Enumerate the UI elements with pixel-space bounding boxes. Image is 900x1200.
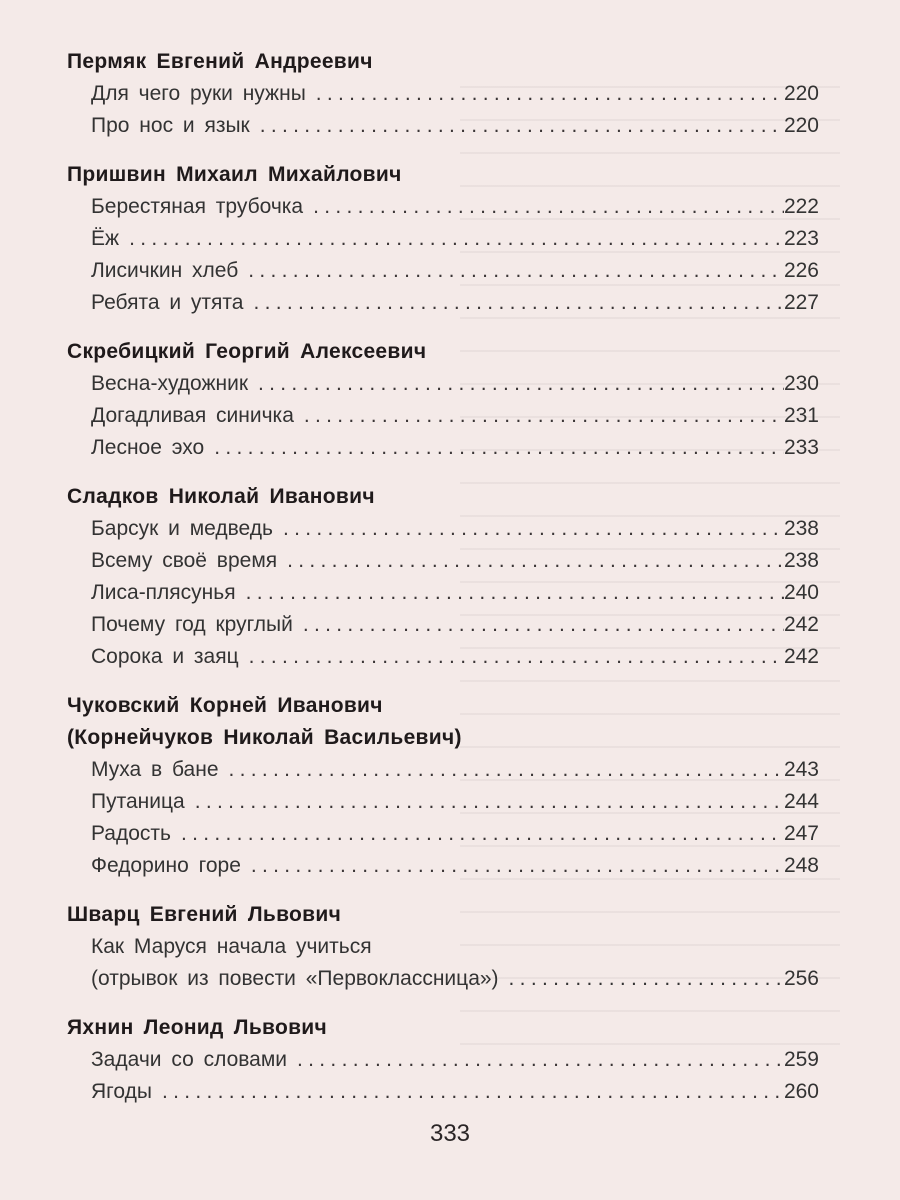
dot-leader [258, 368, 784, 400]
dot-leader [304, 400, 784, 432]
toc-entry[interactable] [67, 223, 819, 255]
toc-entry[interactable] [67, 609, 819, 641]
entry-title: Ребята и утята [91, 291, 244, 314]
dot-leader [509, 963, 784, 995]
dot-leader [303, 609, 784, 641]
toc-entry[interactable] [67, 641, 819, 673]
toc-entry[interactable] [67, 850, 819, 882]
dot-leader [287, 545, 784, 577]
entry-title: Задачи со словами [91, 1048, 288, 1071]
entry-page-number: 242 [783, 645, 819, 668]
author-heading: Яхнин Леонид Львович [67, 1016, 328, 1039]
toc-entry[interactable] [67, 368, 819, 400]
entry-page-number: 247 [783, 822, 819, 845]
entry-title: Сорока и заяц [91, 645, 239, 668]
entry-title: Лиса-плясунья [91, 581, 236, 604]
dot-leader [283, 513, 784, 545]
author-heading: Скребицкий Георгий Алексеевич [67, 340, 427, 363]
dot-leader [253, 287, 783, 319]
entry-title: Муха в бане [91, 758, 219, 781]
entry-page-number: 244 [783, 790, 819, 813]
entry-title: Всему своё время [91, 549, 278, 572]
entry-page-number: 226 [783, 259, 819, 282]
toc-section-skrebitsky [67, 336, 819, 464]
toc-entry[interactable] [67, 400, 819, 432]
entry-title: Догадливая синичка [91, 404, 294, 427]
toc-section-sladkov [67, 481, 819, 673]
dot-leader [313, 191, 784, 223]
toc-entry[interactable] [67, 255, 819, 287]
author-heading: Чуковский Корней Иванович [67, 694, 383, 717]
author-real-name: (Корнейчуков Николай Васильевич) [67, 726, 462, 749]
dot-leader [297, 1044, 784, 1076]
toc-section-yakhnin [67, 1012, 819, 1108]
toc-entry[interactable] [67, 818, 819, 850]
entry-title-line1: Как Маруся начала учиться [91, 935, 372, 958]
entry-page-number: 220 [783, 82, 819, 105]
toc-entry[interactable] [67, 1044, 819, 1076]
toc-section-shvarts [67, 899, 819, 995]
toc-entry[interactable] [67, 545, 819, 577]
dot-leader [316, 78, 784, 110]
toc-entry[interactable] [67, 513, 819, 545]
entry-title: Федорино горе [91, 854, 241, 877]
entry-title: Барсук и медведь [91, 517, 273, 540]
entry-page-number: 259 [783, 1048, 819, 1071]
entry-page-number: 242 [783, 613, 819, 636]
dot-leader [251, 850, 784, 882]
toc-section-permyak [67, 46, 819, 142]
entry-page-number: 260 [783, 1080, 819, 1103]
toc-entry[interactable] [67, 931, 819, 995]
entry-page-number: 233 [783, 436, 819, 459]
entry-title: Для чего руки нужны [91, 82, 306, 105]
entry-title: Путаница [91, 790, 185, 813]
dot-leader [248, 255, 784, 287]
entry-page-number: 220 [783, 114, 819, 137]
entry-title: (отрывок из повести «Первоклассница») [91, 967, 499, 990]
entry-title: Ёж [91, 227, 120, 250]
entry-page-number: 231 [783, 404, 819, 427]
entry-title: Лесное эхо [91, 436, 205, 459]
dot-leader [249, 641, 784, 673]
entry-page-number: 223 [783, 227, 819, 250]
entry-page-number: 256 [783, 967, 819, 990]
toc-entry[interactable] [67, 191, 819, 223]
entry-title: Почему год круглый [91, 613, 293, 636]
entry-page-number: 230 [783, 372, 819, 395]
toc-entry[interactable] [67, 287, 819, 319]
toc-entry[interactable] [67, 786, 819, 818]
entry-page-number: 227 [783, 291, 819, 314]
dot-leader [229, 754, 784, 786]
dot-leader [195, 786, 784, 818]
author-heading: Пришвин Михаил Михайлович [67, 163, 402, 186]
author-heading: Шварц Евгений Львович [67, 903, 342, 926]
entry-page-number: 222 [783, 195, 819, 218]
toc-entry[interactable] [67, 754, 819, 786]
toc-entry[interactable] [67, 432, 819, 464]
table-of-contents [67, 46, 819, 1125]
dot-leader [260, 110, 784, 142]
toc-section-prishvin [67, 159, 819, 319]
toc-entry[interactable] [67, 1076, 819, 1108]
page-number: 333 [429, 1120, 471, 1147]
entry-page-number: 238 [783, 517, 819, 540]
entry-title: Про нос и язык [91, 114, 250, 137]
entry-title: Весна-художник [91, 372, 249, 395]
entry-title: Радость [91, 822, 171, 845]
entry-title: Лисичкин хлеб [91, 259, 239, 282]
entry-page-number: 248 [783, 854, 819, 877]
entry-title: Берестяная трубочка [91, 195, 304, 218]
entry-page-number: 240 [783, 581, 819, 604]
author-heading: Пермяк Евгений Андреевич [67, 50, 373, 73]
entry-page-number: 238 [783, 549, 819, 572]
dot-leader [162, 1076, 784, 1108]
dot-leader [181, 818, 784, 850]
dot-leader [246, 577, 784, 609]
dot-leader [129, 223, 784, 255]
author-heading: Сладков Николай Иванович [67, 485, 375, 508]
dot-leader [214, 432, 784, 464]
toc-entry[interactable] [67, 577, 819, 609]
toc-entry[interactable] [67, 110, 819, 142]
toc-entry[interactable] [67, 78, 819, 110]
entry-title-line2-row [91, 963, 819, 995]
entry-title: Ягоды [91, 1080, 152, 1103]
toc-section-chukovsky [67, 690, 819, 882]
entry-page-number: 243 [783, 758, 819, 781]
